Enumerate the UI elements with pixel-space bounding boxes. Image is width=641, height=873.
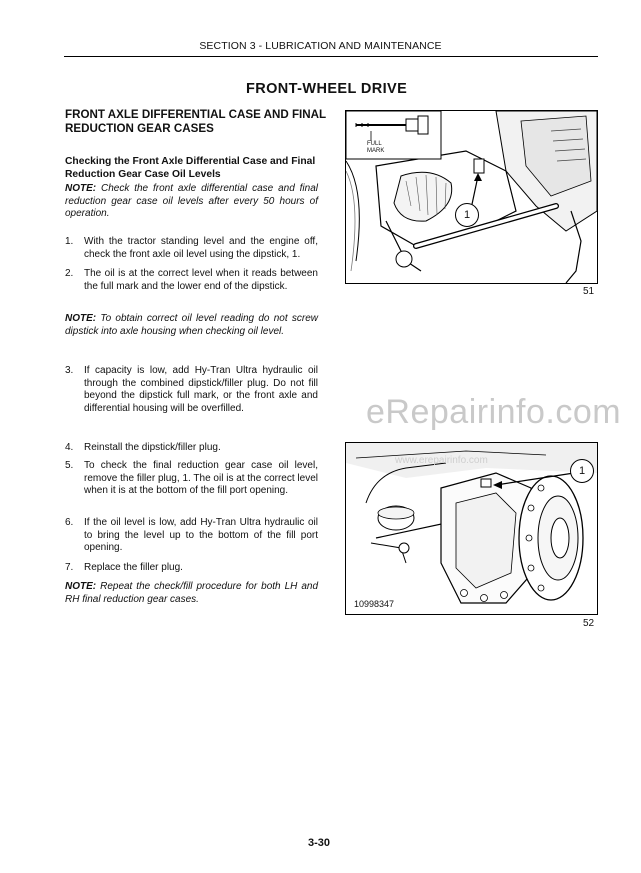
step-number: 3. (65, 365, 74, 376)
inset-label (367, 141, 384, 155)
step-text: Replace the filler plug. (84, 562, 183, 573)
step-text: If capacity is low, add Hy-Tran Ultra hydraulic oil through the combined dipstick/filler plug. Do not fill beyond the dipstick full mark, or the front axle and differential housing will be overfilled. (84, 365, 318, 414)
figure-number-52: 52 (583, 618, 595, 629)
step-6 (65, 517, 318, 555)
step-5 (65, 460, 318, 498)
note-dipstick (65, 313, 318, 338)
note-text: Repeat the check/fill procedure for both LH and RH final reduction gear cases. (65, 581, 319, 605)
step-7 (65, 562, 318, 575)
watermark-url: www.erepairinfo.com (395, 455, 488, 466)
step-number: 2. (65, 268, 74, 279)
note-label: NOTE: (65, 313, 97, 324)
step-2 (65, 268, 318, 293)
procedure-subheading: Checking the Front Axle Differential Case and Final Reduction Gear Case Oil Levels (65, 156, 316, 180)
final-reduction-drawing (346, 443, 597, 614)
figure-number-51: 51 (583, 286, 595, 297)
note-text: Check the front axle differential case and final reduction gear case oil levels after every 50 hours of operation. (65, 183, 318, 219)
note-interval (65, 183, 318, 221)
step-number: 7. (65, 562, 74, 573)
note-label: NOTE: (65, 581, 97, 592)
note-text: To obtain correct oil level reading do not screw dipstick into axle housing when checking oil level. (65, 313, 319, 337)
inset-label-line-2: MARK (367, 148, 385, 154)
step-number: 6. (65, 517, 74, 528)
step-4 (65, 442, 318, 455)
step-text: To check the final reduction gear case oil level, remove the filler plug, 1. The oil is at the correct level when it is at the bottom of the fill port opening. (84, 460, 318, 496)
axle-dipstick-drawing (346, 111, 597, 283)
watermark: eRepairinfo.com (366, 393, 622, 431)
step-number: 4. (65, 442, 74, 453)
page-title: FRONT-WHEEL DRIVE (246, 81, 408, 97)
step-text: Reinstall the dipstick/filler plug. (84, 442, 221, 453)
section-heading: FRONT AXLE DIFFERENTIAL CASE AND FINAL REDUCTION GEAR CASES (65, 108, 326, 135)
note-repeat (65, 581, 318, 606)
figure-52-illustration (345, 442, 598, 615)
page-number: 3-30 (308, 837, 331, 849)
step-3 (65, 365, 318, 415)
step-number: 5. (65, 460, 74, 471)
inset-label-line-1: FULL (367, 141, 382, 147)
section-header: SECTION 3 - LUBRICATION AND MAINTENANCE (199, 40, 442, 52)
step-text: The oil is at the correct level when it reads between the full mark and the lower end of the dipstick. (84, 268, 318, 292)
note-label: NOTE: (65, 183, 97, 194)
step-text: With the tractor standing level and the engine off, check the front axle oil level using the dipstick, 1. (84, 236, 318, 260)
figure-part-number: 10998347 (354, 599, 395, 609)
header-divider (64, 56, 598, 57)
step-1 (65, 236, 318, 261)
step-text: If the oil level is low, add Hy-Tran Ultra hydraulic oil to bring the level up to the bottom of the fill port opening. (84, 517, 318, 553)
figure-51-illustration (345, 110, 598, 284)
callout-1-marker: 1 (455, 203, 479, 227)
callout-1-marker: 1 (570, 459, 594, 483)
step-number: 1. (65, 236, 74, 247)
